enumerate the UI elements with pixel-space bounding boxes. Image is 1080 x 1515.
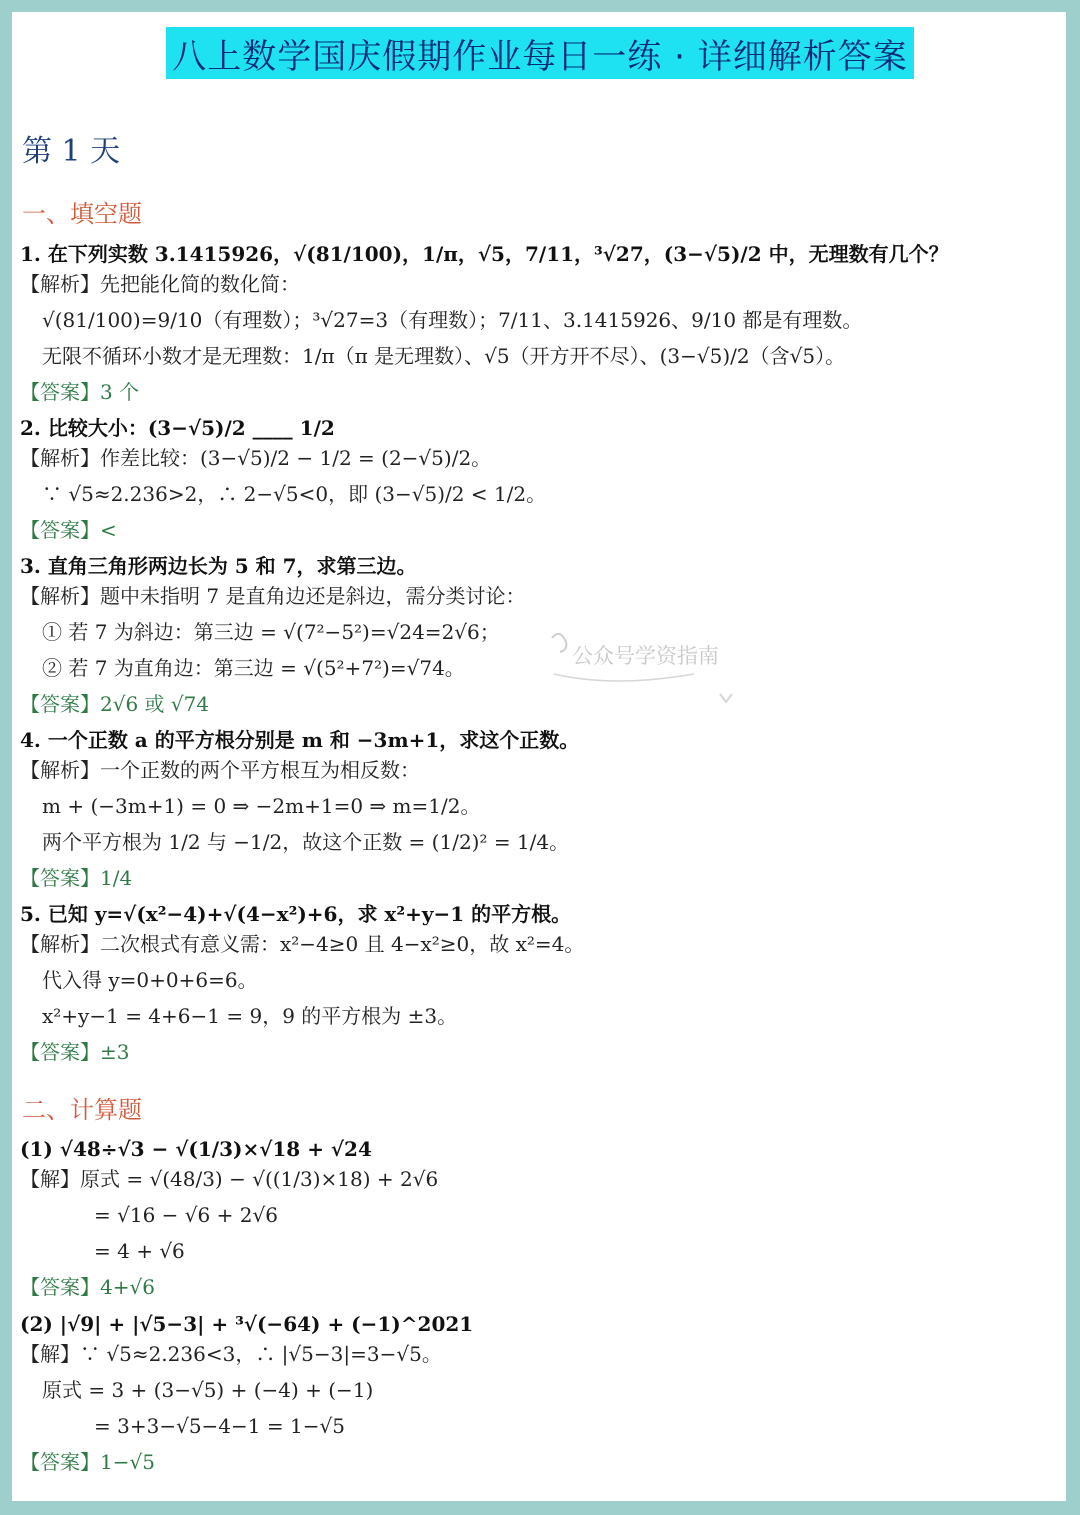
question-5: 5. 已知 y=√(x²−4)+√(4−x²)+6，求 x²+y−1 的平方根。 [20, 902, 572, 926]
question-4-answer: 【答案】1/4 [20, 866, 133, 890]
watermark-text: 公众号学资指南 [572, 644, 719, 668]
calc-2-step-2: 原式 = 3 + (3−√5) + (−4) + (−1) [42, 1378, 374, 1402]
question-2-step-1: ∵ √5≈2.236>2，∴ 2−√5<0，即 (3−√5)/2 < 1/2。 [42, 482, 547, 506]
question-1-answer: 【答案】3 个 [20, 380, 140, 404]
question-3-analysis: 【解析】题中未指明 7 是直角边还是斜边，需分类讨论： [20, 584, 526, 608]
question-4-step-2: 两个平方根为 1/2 与 −1/2，故这个正数 = (1/2)² = 1/4。 [42, 830, 570, 854]
question-2-analysis: 【解析】作差比较：(3−√5)/2 − 1/2 = (2−√5)/2。 [20, 446, 492, 470]
calc-2-step-3: = 3+3−√5−4−1 = 1−√5 [94, 1414, 345, 1438]
question-4: 4. 一个正数 a 的平方根分别是 m 和 −3m+1，求这个正数。 [20, 728, 580, 752]
calc-2-answer: 【答案】1−√5 [20, 1450, 155, 1474]
calc-2: (2) |√9| + |√5−3| + ³√(−64) + (−1)^2021 [20, 1312, 474, 1336]
calc-1-step-2: = √16 − √6 + 2√6 [94, 1203, 278, 1227]
question-1-step-1: √(81/100)=9/10（有理数）；³√27=3（有理数）；7/11、3.1415926、9/10 都是有理数。 [42, 308, 863, 332]
calc-1: (1) √48÷√3 − √(1/3)×√18 + √24 [20, 1137, 372, 1161]
calc-1-answer: 【答案】4+√6 [20, 1275, 155, 1299]
question-5-step-1: 代入得 y=0+0+6=6。 [42, 968, 258, 992]
calc-1-step-3: = 4 + √6 [94, 1239, 185, 1263]
calc-1-step-1: 【解】原式 = √(48/3) − √((1/3)×18) + 2√6 [20, 1167, 439, 1191]
question-1-analysis: 【解析】先把能化简的数化简： [20, 272, 300, 296]
day-heading: 第 1 天 [22, 134, 121, 169]
question-3-answer: 【答案】2√6 或 √74 [20, 692, 210, 716]
question-1-step-2: 无限不循环小数才是无理数：1/π（π 是无理数）、√5（开方开不尽）、(3−√5)/2（含√5）。 [42, 344, 846, 368]
question-5-answer: 【答案】±3 [20, 1040, 130, 1064]
calc-2-step-1: 【解】∵ √5≈2.236<3，∴ |√5−3|=3−√5。 [20, 1342, 442, 1366]
question-3-step-1: ① 若 7 为斜边：第三边 = √(7²−5²)=√24=2√6； [42, 620, 500, 644]
watermark [544, 624, 744, 714]
worksheet-page [12, 12, 1066, 1501]
section-heading-calc: 二、计算题 [22, 1096, 142, 1124]
question-2-answer: 【答案】< [20, 518, 117, 542]
question-4-step-1: m + (−3m+1) = 0 ⇒ −2m+1=0 ⇒ m=1/2。 [42, 794, 481, 818]
page-title: 八上数学国庆假期作业每日一练 · 详细解析答案 [166, 27, 914, 79]
question-4-analysis: 【解析】一个正数的两个平方根互为相反数： [20, 758, 420, 782]
question-2: 2. 比较大小：(3−√5)/2 ____ 1/2 [20, 416, 335, 440]
section-heading-fill: 一、填空题 [22, 200, 142, 228]
question-3: 3. 直角三角形两边长为 5 和 7，求第三边。 [20, 554, 417, 578]
question-3-step-2: ② 若 7 为直角边：第三边 = √(5²+7²)=√74。 [42, 656, 465, 680]
question-5-analysis: 【解析】二次根式有意义需：x²−4≥0 且 4−x²≥0，故 x²=4。 [20, 932, 585, 956]
question-1: 1. 在下列实数 3.1415926，√(81/100)，1/π，√5，7/11，³√27，(3−√5)/2 中，无理数有几个？ [20, 242, 949, 266]
question-5-step-2: x²+y−1 = 4+6−1 = 9，9 的平方根为 ±3。 [42, 1004, 458, 1028]
